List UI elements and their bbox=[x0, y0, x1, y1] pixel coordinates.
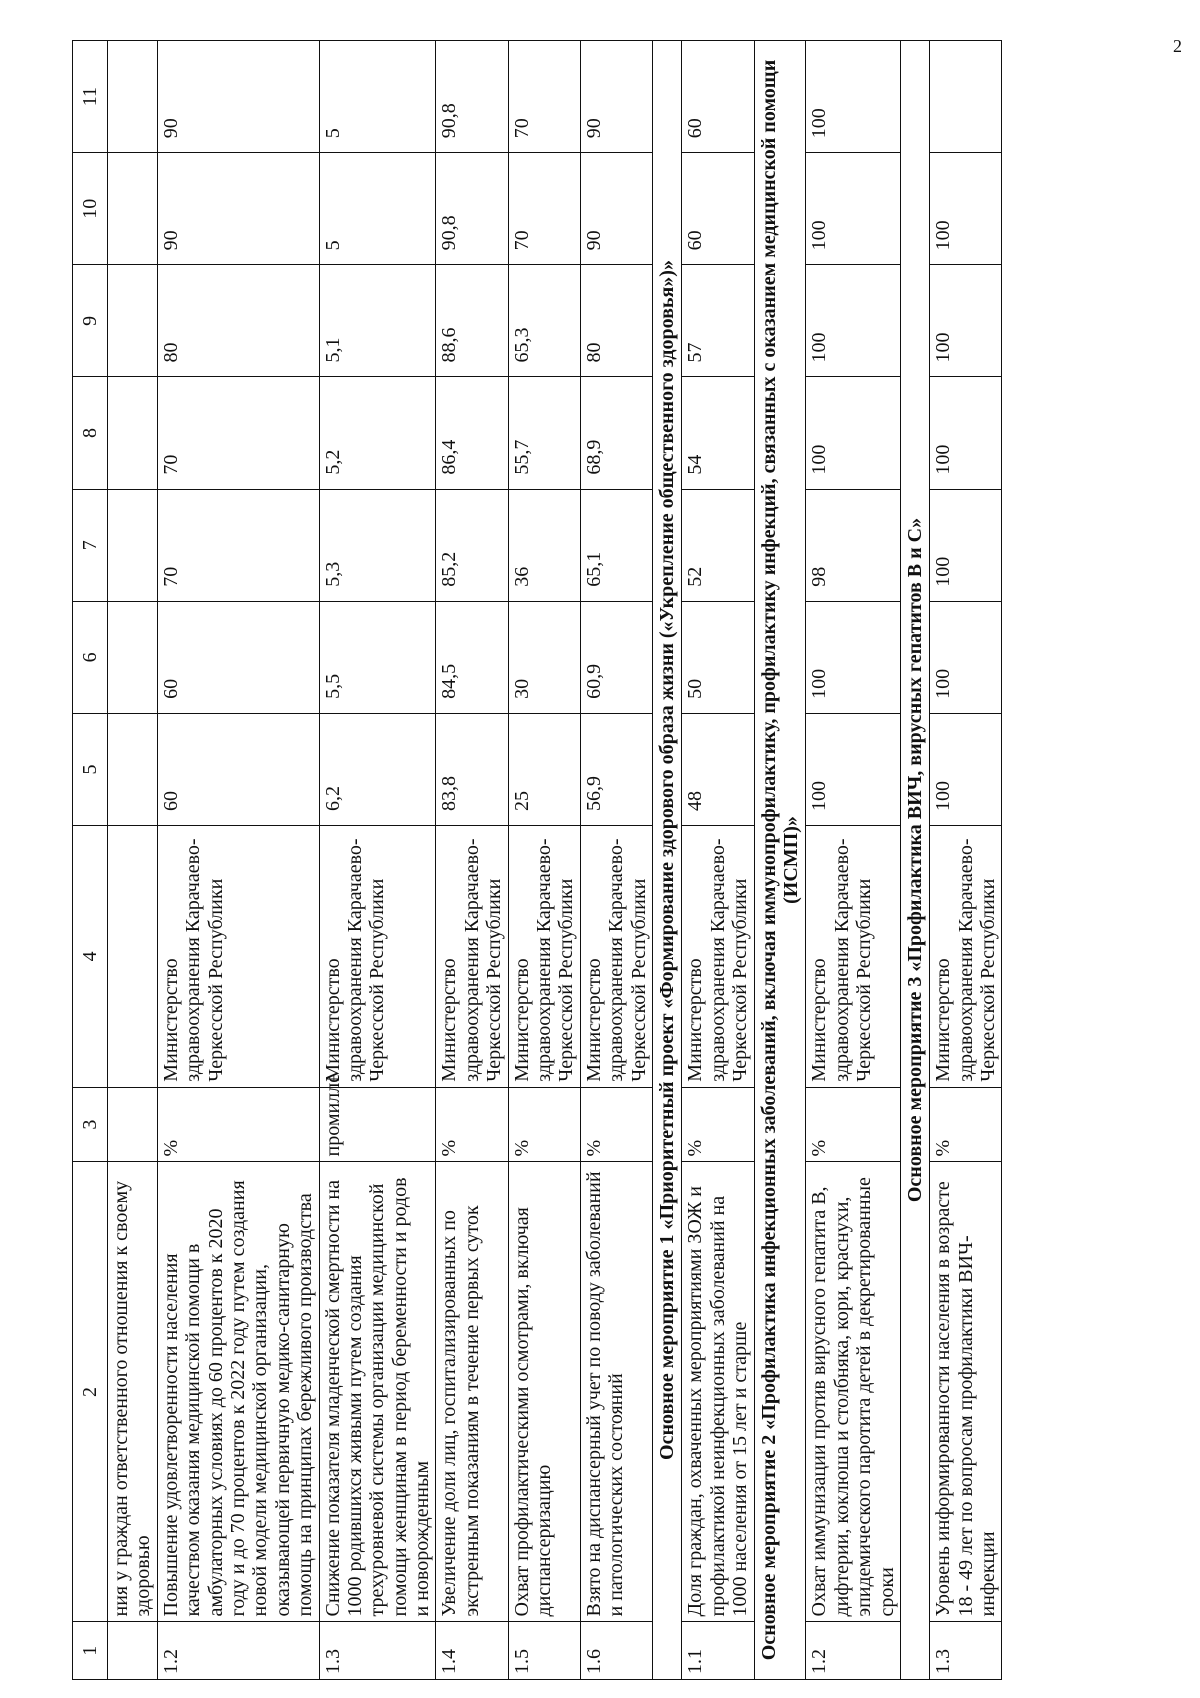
unit-of-measure bbox=[108, 1087, 158, 1162]
responsible-executor: Министерство здравоохранения Карачаево-Черкесской Республики bbox=[508, 826, 580, 1088]
indicator-value: 6,2 bbox=[319, 713, 436, 825]
unit-of-measure: % bbox=[930, 1087, 1002, 1162]
section-heading: Основное мероприятие 3 «Профилактика ВИЧ, вирусных гепатитов В и С» bbox=[900, 41, 929, 1680]
indicator-value: 90,8 bbox=[436, 41, 508, 153]
unit-of-measure: % bbox=[580, 1087, 652, 1162]
column-header: 4 bbox=[73, 826, 108, 1088]
responsible-executor: Министерство здравоохранения Карачаево-Черкесской Республики bbox=[580, 826, 652, 1088]
unit-of-measure: % bbox=[436, 1087, 508, 1162]
row-number: 1.4 bbox=[436, 1622, 508, 1680]
indicator-value: 60 bbox=[682, 41, 754, 153]
table-row bbox=[806, 41, 901, 1680]
indicator-value: 90 bbox=[580, 41, 652, 153]
section-heading-row bbox=[754, 41, 806, 1680]
indicator-value: 86,4 bbox=[436, 377, 508, 489]
unit-of-measure: промилле bbox=[319, 1087, 436, 1162]
row-number: 1.3 bbox=[319, 1622, 436, 1680]
row-number: 1.2 bbox=[806, 1622, 901, 1680]
row-number: 1.3 bbox=[930, 1622, 1002, 1680]
responsible-executor: Министерство здравоохранения Карачаево-Черкесской Республики bbox=[436, 826, 508, 1088]
indicator-value: 98 bbox=[806, 489, 901, 601]
indicator-name: Охват иммунизации против вирусного гепатита В, дифтерии, коклюша и столбняка, кори, краснухи, эпидемического паротита детей в декретированные сроки bbox=[806, 1162, 901, 1622]
table-row bbox=[157, 41, 319, 1680]
section-heading: Основное мероприятие 1 «Приоритетный проект «Формирование здорового образа жизни («Укрепление общественного здоровья»)» bbox=[652, 41, 681, 1680]
indicator-value: 60 bbox=[157, 601, 319, 713]
column-header: 5 bbox=[73, 713, 108, 825]
indicator-value: 70 bbox=[157, 489, 319, 601]
indicator-value bbox=[108, 377, 158, 489]
indicator-value: 84,5 bbox=[436, 601, 508, 713]
indicator-value: 100 bbox=[806, 153, 901, 265]
table-row bbox=[508, 41, 580, 1680]
unit-of-measure: % bbox=[157, 1087, 319, 1162]
indicator-name: Охват профилактическими осмотрами, включая диспансеризацию bbox=[508, 1162, 580, 1622]
indicator-value: 80 bbox=[157, 265, 319, 377]
responsible-executor bbox=[108, 826, 158, 1088]
indicator-name: ния у граждан ответственного отношения к своему здоровью bbox=[108, 1162, 158, 1622]
section-heading: Основное мероприятие 2 «Профилактика инфекционных заболеваний, включая иммунопрофилактику, профилактику инфекций, связанных с оказанием медицинской помощи (ИСМП)» bbox=[754, 41, 806, 1680]
indicator-value: 100 bbox=[930, 377, 1002, 489]
indicator-value: 54 bbox=[682, 377, 754, 489]
column-header: 6 bbox=[73, 601, 108, 713]
indicator-value: 50 bbox=[682, 601, 754, 713]
column-header: 10 bbox=[73, 153, 108, 265]
indicator-value: 5 bbox=[319, 41, 436, 153]
table-row bbox=[108, 41, 158, 1680]
table-row bbox=[580, 41, 652, 1680]
indicator-value: 60,9 bbox=[580, 601, 652, 713]
indicator-name: Взято на диспансерный учет по поводу заболеваний и патологических состояний bbox=[580, 1162, 652, 1622]
indicator-value: 90,8 bbox=[436, 153, 508, 265]
row-number: 1.2 bbox=[157, 1622, 319, 1680]
indicator-value bbox=[108, 713, 158, 825]
indicator-value: 100 bbox=[806, 713, 901, 825]
indicator-value: 56,9 bbox=[580, 713, 652, 825]
unit-of-measure: % bbox=[682, 1087, 754, 1162]
indicator-value: 5,5 bbox=[319, 601, 436, 713]
indicator-value: 100 bbox=[930, 489, 1002, 601]
indicator-value: 60 bbox=[682, 153, 754, 265]
indicator-value: 100 bbox=[930, 713, 1002, 825]
page-number: 2 bbox=[1173, 36, 1182, 56]
table-header-row bbox=[73, 41, 108, 1680]
rotated-table-wrapper bbox=[72, 40, 1096, 1680]
indicator-value: 30 bbox=[508, 601, 580, 713]
indicator-value: 5,1 bbox=[319, 265, 436, 377]
indicator-value: 5,2 bbox=[319, 377, 436, 489]
indicator-value: 65,3 bbox=[508, 265, 580, 377]
column-header: 7 bbox=[73, 489, 108, 601]
indicator-value bbox=[108, 41, 158, 153]
section-heading-row bbox=[652, 41, 681, 1680]
indicator-value: 36 bbox=[508, 489, 580, 601]
row-number: 1.5 bbox=[508, 1622, 580, 1680]
indicator-value bbox=[108, 153, 158, 265]
indicator-value: 55,7 bbox=[508, 377, 580, 489]
row-number bbox=[108, 1622, 158, 1680]
indicator-value bbox=[108, 265, 158, 377]
indicator-name: Повышение удовлетворенности населения качеством оказания медицинской помощи в амбулаторных условиях до 60 процентов к 2020 году и до 70 процентов к 2022 году путем создания новой модели медицинской организации, оказывающей первичную медико-санитарную помощь на принципах бережливого производства bbox=[157, 1162, 319, 1622]
indicator-value: 80 bbox=[580, 265, 652, 377]
indicator-name: Доля граждан, охваченных мероприятиями ЗОЖ и профилактикой неинфекционных заболеваний на 1000 населения от 15 лет и старше bbox=[682, 1162, 754, 1622]
indicator-value bbox=[108, 601, 158, 713]
indicator-value bbox=[108, 489, 158, 601]
column-header: 1 bbox=[73, 1622, 108, 1680]
column-header: 11 bbox=[73, 41, 108, 153]
table-row bbox=[682, 41, 754, 1680]
indicator-value: 70 bbox=[157, 377, 319, 489]
indicator-value: 90 bbox=[580, 153, 652, 265]
indicator-value: 5,3 bbox=[319, 489, 436, 601]
responsible-executor: Министерство здравоохранения Карачаево-Черкесской Республики bbox=[157, 826, 319, 1088]
responsible-executor: Министерство здравоохранения Карачаево-Черкесской Республики bbox=[930, 826, 1002, 1088]
indicator-value: 48 bbox=[682, 713, 754, 825]
section-heading-row bbox=[900, 41, 929, 1680]
indicator-value: 25 bbox=[508, 713, 580, 825]
indicator-name: Снижение показателя младенческой смертности на 1000 родившихся живыми путем создания трехуровневой системы организации медицинской помощи женщинам в период беременности и родов и новорожденным bbox=[319, 1162, 436, 1622]
indicator-value: 5 bbox=[319, 153, 436, 265]
indicator-value: 100 bbox=[930, 601, 1002, 713]
indicator-value: 70 bbox=[508, 153, 580, 265]
table-row bbox=[930, 41, 1002, 1680]
indicator-value: 57 bbox=[682, 265, 754, 377]
column-header: 2 bbox=[73, 1162, 108, 1622]
indicator-value: 100 bbox=[930, 265, 1002, 377]
responsible-executor: Министерство здравоохранения Карачаево-Черкесской Республики bbox=[319, 826, 436, 1088]
row-number: 1.1 bbox=[682, 1622, 754, 1680]
column-header: 8 bbox=[73, 377, 108, 489]
column-header: 3 bbox=[73, 1087, 108, 1162]
column-header: 9 bbox=[73, 265, 108, 377]
indicator-name: Уровень информированности населения в возрасте 18 - 49 лет по вопросам профилактики ВИЧ-инфекции bbox=[930, 1162, 1002, 1622]
indicator-value: 100 bbox=[930, 153, 1002, 265]
indicator-value: 70 bbox=[508, 41, 580, 153]
indicator-value: 65,1 bbox=[580, 489, 652, 601]
table-row bbox=[319, 41, 436, 1680]
responsible-executor: Министерство здравоохранения Карачаево-Черкесской Республики bbox=[682, 826, 754, 1088]
indicator-value: 60 bbox=[157, 713, 319, 825]
indicator-value: 100 bbox=[806, 377, 901, 489]
indicator-value: 68,9 bbox=[580, 377, 652, 489]
indicator-value: 90 bbox=[157, 153, 319, 265]
indicator-value: 100 bbox=[806, 601, 901, 713]
indicator-value: 100 bbox=[806, 265, 901, 377]
unit-of-measure: % bbox=[806, 1087, 901, 1162]
indicator-value: 88,6 bbox=[436, 265, 508, 377]
indicator-value bbox=[930, 41, 1002, 153]
indicator-value: 90 bbox=[157, 41, 319, 153]
indicator-name: Увеличение доли лиц, госпитализированных по экстренным показаниям в течение первых суток bbox=[436, 1162, 508, 1622]
indicator-value: 52 bbox=[682, 489, 754, 601]
table-row bbox=[436, 41, 508, 1680]
indicators-table bbox=[72, 40, 1002, 1680]
row-number: 1.6 bbox=[580, 1622, 652, 1680]
responsible-executor: Министерство здравоохранения Карачаево-Черкесской Республики bbox=[806, 826, 901, 1088]
indicator-value: 85,2 bbox=[436, 489, 508, 601]
indicator-value: 83,8 bbox=[436, 713, 508, 825]
unit-of-measure: % bbox=[508, 1087, 580, 1162]
indicator-value: 100 bbox=[806, 41, 901, 153]
